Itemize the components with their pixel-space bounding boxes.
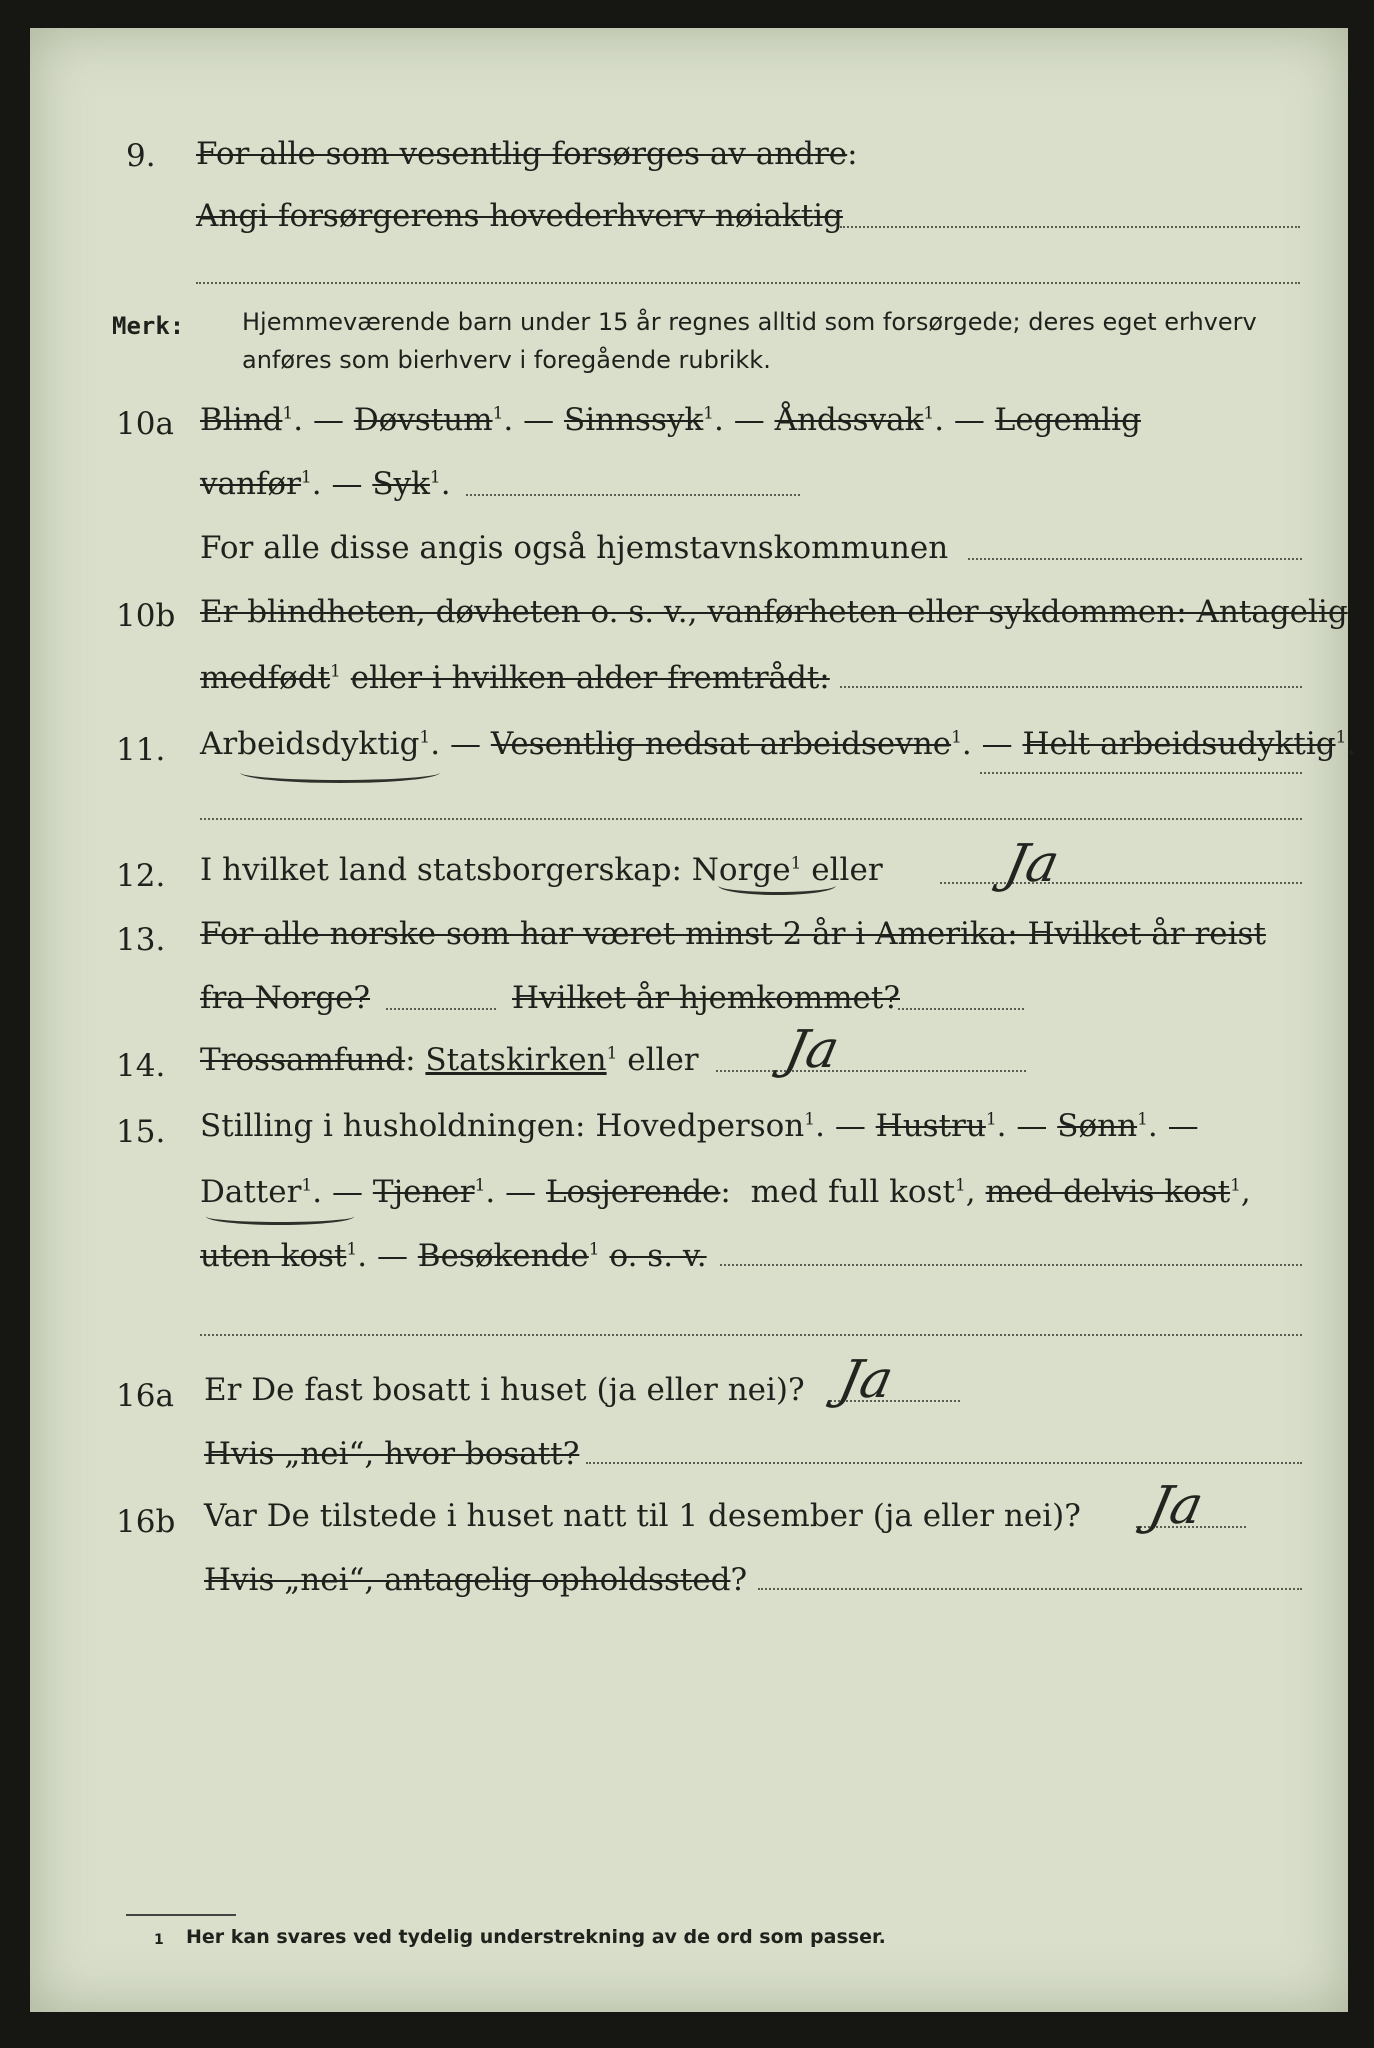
q16a-line2: Hvis „nei“, hvor bosatt? [204, 1436, 580, 1472]
q10a-answer-line [466, 494, 800, 496]
q13-number: 13. [116, 922, 166, 958]
q14-number: 14. [116, 1048, 166, 1084]
q9-answer-line-2 [196, 282, 1300, 284]
q15-line2: Datter$^1$. — Tjener$^1$. — Losjerende: med full kost$^1$, med delvis kost$^1$, [200, 1174, 1251, 1210]
q15-number: 15. [116, 1114, 166, 1150]
q15-answer-line [720, 1264, 1302, 1266]
q11-answer-line-2 [200, 818, 1302, 820]
footnote-rule [126, 1914, 236, 1916]
q10a-hjemstavn-line [968, 558, 1302, 560]
q12-handwritten-answer: Ja [999, 834, 1065, 894]
q13-line2b: Hvilket år hjemkommet? [512, 980, 900, 1016]
q9-number: 9. [126, 138, 156, 174]
q16b-handwritten-answer: Ja [1143, 1476, 1209, 1536]
q9-answer-line [840, 226, 1300, 228]
q10b-number: 10b [116, 598, 176, 634]
q10a-line1: Blind$^1$. — Døvstum$^1$. — Sinnssyk$^1$. — Åndssvak$^1$. — Legemlig [200, 402, 1141, 438]
merk-label: Merk: [112, 312, 185, 340]
q15-line3: uten kost$^1$. — Besøkende$^1$ o. s. v. [200, 1238, 707, 1274]
q14-line: Trossamfund: Statskirken$^1$ eller [200, 1042, 699, 1078]
q11-answer-line [980, 772, 1302, 774]
q10b-line2: medfødt$^1$ eller i hvilken alder fremtrådt: [200, 660, 830, 696]
q16a-handwritten-answer: Ja [833, 1350, 899, 1410]
q10b-line1: Er blindheten, døvheten o. s. v., vanførheten eller sykdommen: Antagelig [200, 594, 1348, 630]
q16a-line1: Er De fast bosatt i huset (ja eller nei)? [204, 1372, 805, 1408]
q16a-bosatt-line [586, 1462, 1302, 1464]
q13-line2a: fra Norge? [200, 980, 371, 1016]
q11-line1: Arbeidsdyktig$^1$. — Vesentlig nedsat arbeidsevne$^1$. — Helt arbeidsudyktig$^1$. [200, 726, 1357, 762]
merk-line1: Hjemmeværende barn under 15 år regnes alltid som forsørgede; deres eget erhverv [242, 308, 1257, 336]
q10a-line3: For alle disse angis også hjemstavnskommunen [200, 530, 949, 566]
q14-handwritten-answer: Ja [779, 1020, 845, 1080]
q13-hjemkommet-line [898, 1008, 1024, 1010]
q9-line1: For alle som vesentlig forsørges av andre: [196, 136, 858, 172]
q10b-answer-line [840, 686, 1302, 688]
footnote-mark: 1 [154, 1932, 164, 1948]
q9-line2: Angi forsørgerens hovederhverv nøiaktig [196, 198, 843, 234]
q11-number: 11. [116, 732, 166, 768]
q16b-number: 16b [116, 1504, 176, 1540]
q12-handwritten-underline [718, 876, 836, 895]
q10a-line2: vanfør$^1$. — Syk$^1$. [200, 466, 451, 502]
q15-answer-line-2 [200, 1334, 1302, 1336]
q16b-opholdssted-line [758, 1588, 1302, 1590]
q16b-line1: Var De tilstede i huset natt til 1 desember (ja eller nei)? [204, 1498, 1081, 1534]
q10a-number: 10a [116, 406, 174, 442]
q13-line1: For alle norske som har været minst 2 år i Amerika: Hvilket år reist [200, 916, 1266, 952]
q11-handwritten-underline [240, 762, 440, 783]
q12-number: 12. [116, 858, 166, 894]
q16b-line2: Hvis „nei“, antagelig opholdssted? [204, 1562, 748, 1598]
q15-line1: Stilling i husholdningen: Hovedperson$^1$. — Hustru$^1$. — Sønn$^1$. — [200, 1108, 1199, 1144]
q14-answer-line [716, 1070, 1026, 1072]
q16a-number: 16a [116, 1378, 174, 1414]
footnote-text: Her kan svares ved tydelig understrekning av de ord som passer. [186, 1926, 886, 1948]
q12-line: I hvilket land statsborgerskap: Norge$^1$ eller [200, 852, 883, 888]
q12-answer-line [940, 882, 1302, 884]
q13-reist-line [386, 1008, 496, 1010]
merk-line2: anføres som bierhverv i foregående rubrikk. [242, 346, 771, 374]
q15-handwritten-underline [206, 1208, 354, 1225]
